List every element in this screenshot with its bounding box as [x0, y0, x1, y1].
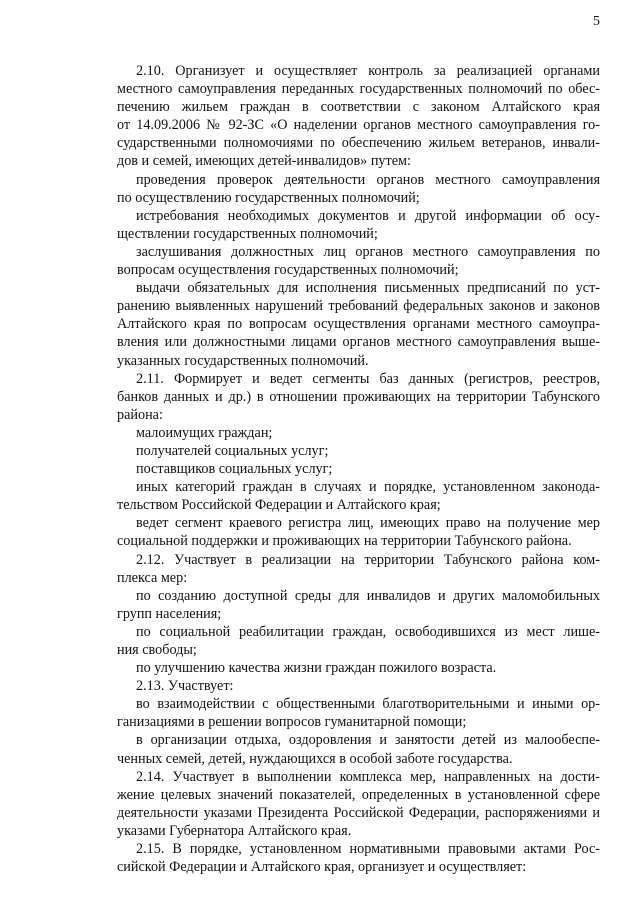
- text-line: плекса мер:: [117, 569, 188, 586]
- text-line: банков данных и др.) в отношении проживающих на территории Табунского: [117, 388, 600, 405]
- document-body: [117, 62, 600, 876]
- text-line: по созданию доступной среды для инвалидов и других маломобильных: [136, 587, 600, 604]
- text-line: заслушивания должностных лиц органов местного самоуправления по: [136, 243, 600, 260]
- text-line: ранению выявленных нарушений требований федеральных законов и законов: [117, 298, 600, 315]
- text-line: выдачи обязательных для исполнения письменных предписаний по уст-: [136, 280, 600, 297]
- text-line: печению жильем граждан в соответствии с законом Алтайского края: [117, 99, 600, 116]
- text-line: вопросам осуществления государственных полномочий;: [117, 262, 459, 279]
- text-line: социальной поддержки и проживающих на территории Табунского района.: [117, 533, 572, 550]
- text-line: сийской Федерации и Алтайского края, организует и осуществляет:: [117, 859, 527, 876]
- text-line: ществлении государственных полномочий;: [117, 225, 378, 242]
- text-line: ченных семей, детей, нуждающихся в особой заботе государства.: [117, 750, 513, 767]
- text-line: 2.12. Участвует в реализации на территории Табунского района ком-: [136, 551, 600, 568]
- text-line: сударственными полномочиями по обеспечению жильем ветеранов, инвали-: [117, 135, 600, 152]
- text-line: указами Губернатора Алтайского края.: [117, 822, 352, 839]
- text-line: истребования необходимых документов и другой информации об осу-: [136, 207, 600, 224]
- text-line: во взаимодействии с общественными благотворительными и иными ор-: [136, 696, 600, 713]
- text-line: местного самоуправления переданных государственных полномочий по обес-: [117, 81, 600, 98]
- text-line: тельством Российской Федерации и Алтайского края;: [117, 497, 441, 514]
- text-line: 2.11. Формирует и ведет сегменты баз данных (регистров, реестров,: [136, 370, 600, 387]
- text-line: вления или должностными лицами органов местного самоуправления выше-: [117, 334, 600, 351]
- text-line: по осуществлению государственных полномочий;: [117, 189, 420, 206]
- text-line: района:: [117, 406, 163, 423]
- text-line: по социальной реабилитации граждан, освободившихся из мест лише-: [136, 623, 600, 640]
- text-line: поставщиков социальных услуг;: [136, 461, 333, 478]
- text-line: ведет сегмент краевого регистра лиц, имеющих право на получение мер: [136, 515, 600, 532]
- text-line: 2.13. Участвует:: [136, 678, 234, 695]
- text-line: ния свободы;: [117, 642, 197, 658]
- text-line: от 14.09.2006 № 92-ЗС «О наделении органов местного самоуправления го-: [117, 117, 600, 134]
- text-line: Алтайского края по вопросам осуществления органами местного самоупра-: [117, 316, 600, 333]
- text-line: указанных государственных полномочий.: [117, 352, 369, 369]
- text-line: в организации отдыха, оздоровления и занятости детей из малообеспе-: [136, 732, 600, 749]
- text-line: иных категорий граждан в случаях и порядке, установленном законода-: [136, 479, 600, 496]
- text-line: малоимущих граждан;: [136, 424, 273, 441]
- text-line: жение целевых значений показателей, определенных в установленной сфере: [117, 786, 600, 803]
- text-line: ганизациями в решении вопросов гуманитарной помощи;: [117, 714, 467, 731]
- text-line: дов и семей, имеющих детей-инвалидов» путем:: [117, 153, 411, 170]
- text-line: деятельности указами Президента Российской Федерации, распоряжениями и: [117, 804, 600, 821]
- text-line: по улучшению качества жизни граждан пожилого возраста.: [136, 660, 497, 677]
- text-line: 2.15. В порядке, установленном нормативными правовыми актами Рос-: [136, 841, 600, 858]
- text-line: 2.10. Организует и осуществляет контроль за реализацией органами: [136, 63, 600, 79]
- text-line: 2.14. Участвует в выполнении комплекса мер, направленных на дости-: [136, 768, 600, 785]
- text-line: получателей социальных услуг;: [136, 442, 329, 459]
- text-line: групп населения;: [117, 605, 222, 622]
- page-number: 5: [593, 14, 600, 29]
- text-line: проведения проверок деятельности органов местного самоуправления: [136, 171, 600, 188]
